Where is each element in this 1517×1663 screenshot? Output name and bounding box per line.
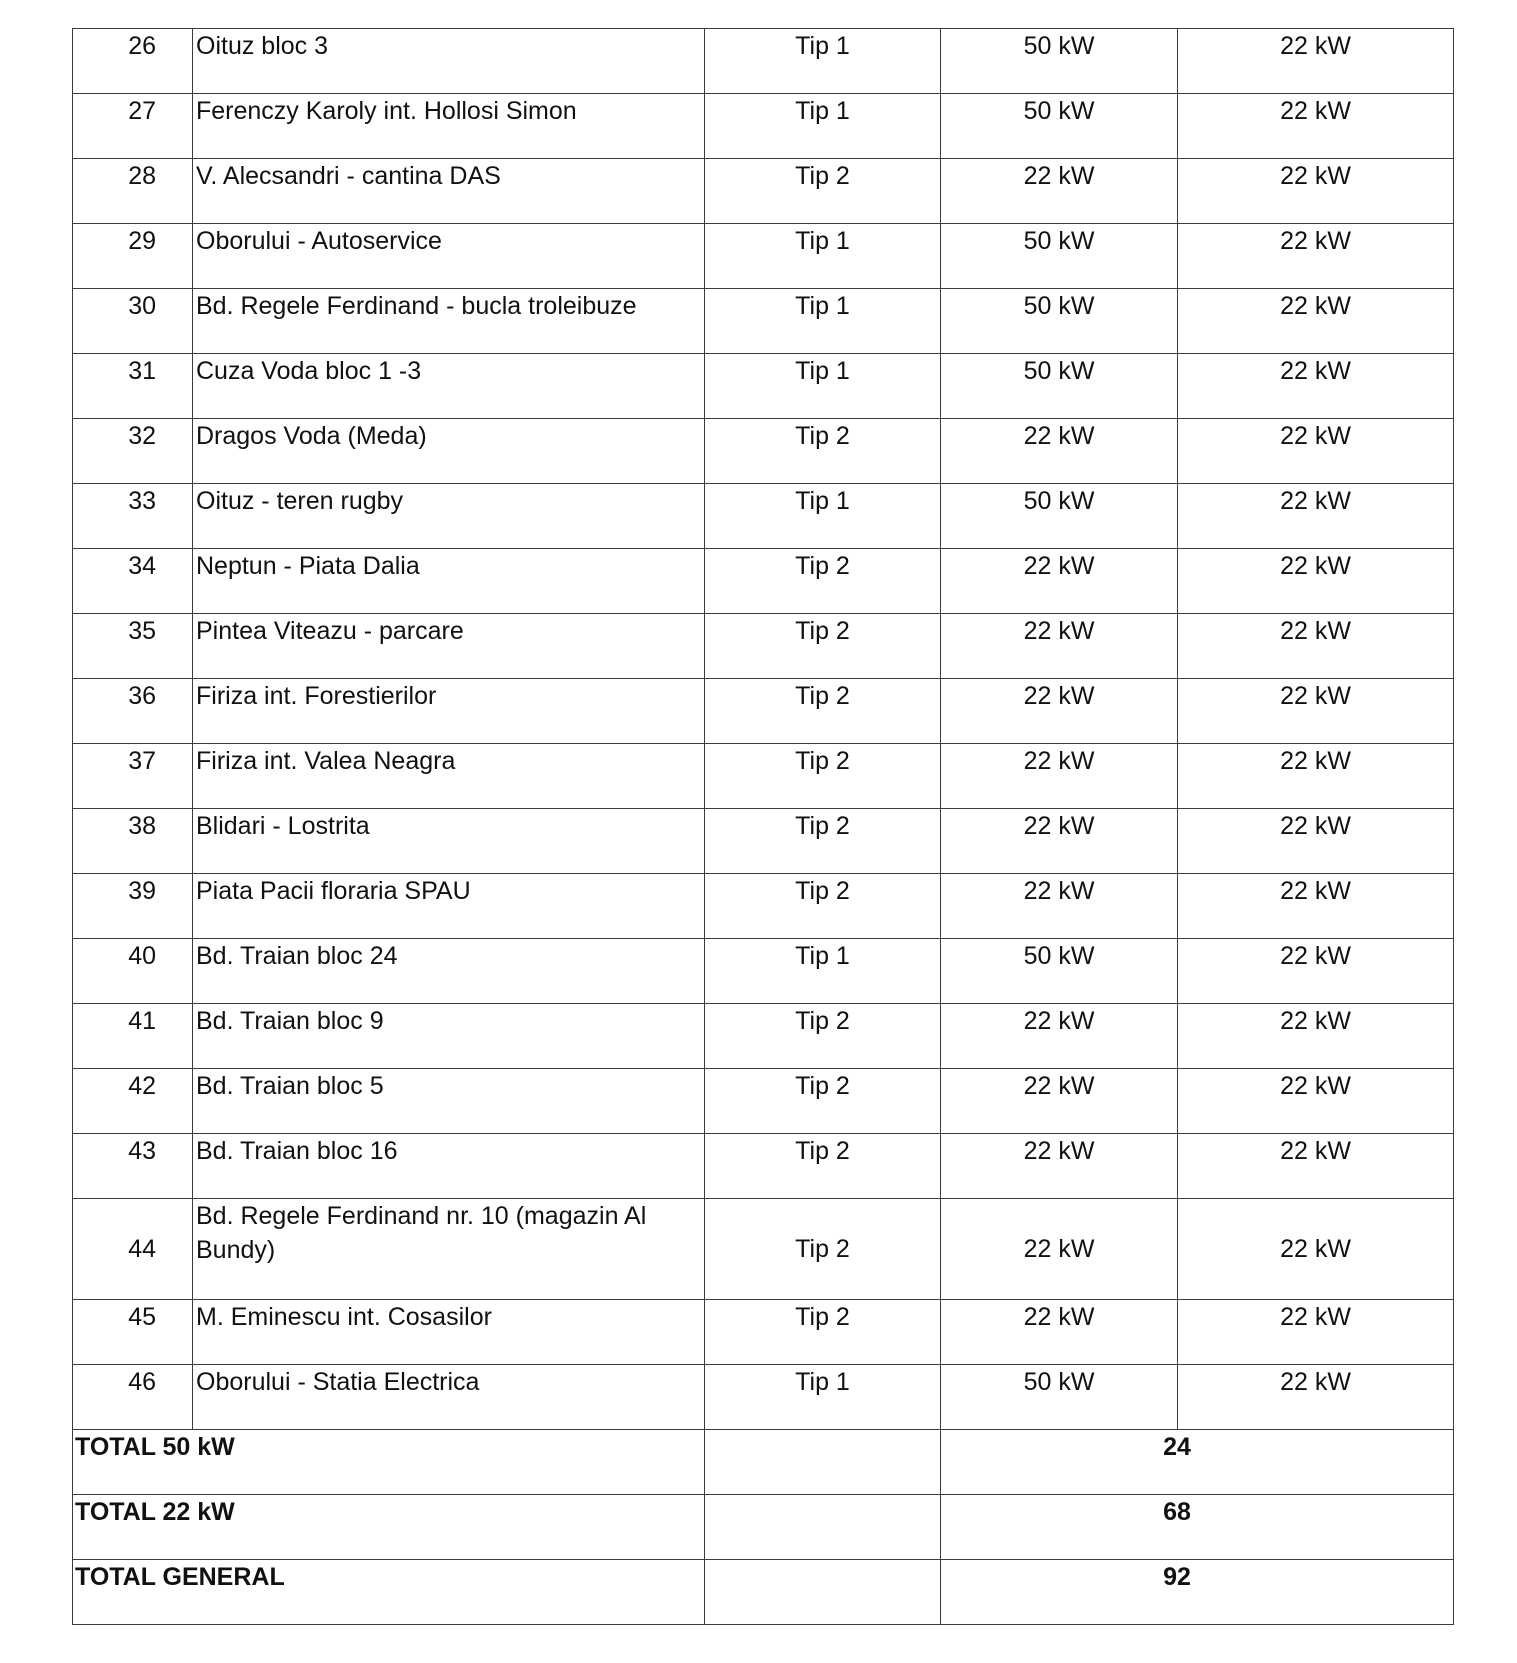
row-number: 46 bbox=[128, 1368, 156, 1396]
power-1-value: 22 kW bbox=[1023, 422, 1095, 450]
station-type: Tip 2 bbox=[795, 422, 850, 450]
power-1-value: 22 kW bbox=[1023, 877, 1095, 905]
station-type-cell bbox=[705, 1300, 941, 1365]
table-row bbox=[73, 1199, 1454, 1300]
total-value-cell bbox=[941, 1560, 1454, 1625]
table-row bbox=[73, 29, 1454, 94]
station-type: Tip 2 bbox=[795, 617, 850, 645]
location-name: M. Eminescu int. Cosasilor bbox=[196, 1303, 492, 1331]
location-cell bbox=[193, 419, 705, 484]
station-type-cell bbox=[705, 1134, 941, 1199]
row-number: 38 bbox=[128, 812, 156, 840]
total-value: 92 bbox=[1163, 1563, 1191, 1591]
power-2-cell bbox=[1178, 159, 1454, 224]
power-1-cell bbox=[941, 289, 1178, 354]
row-number-cell bbox=[73, 94, 193, 159]
power-2-value: 22 kW bbox=[1280, 682, 1351, 710]
row-number-cell bbox=[73, 874, 193, 939]
power-1-cell bbox=[941, 1004, 1178, 1069]
row-number: 34 bbox=[128, 552, 156, 580]
location-cell bbox=[193, 1004, 705, 1069]
power-1-cell bbox=[941, 679, 1178, 744]
power-1-cell bbox=[941, 484, 1178, 549]
location-cell bbox=[193, 679, 705, 744]
power-2-value: 22 kW bbox=[1280, 32, 1351, 60]
charging-stations-table bbox=[72, 28, 1454, 1625]
station-type-cell bbox=[705, 549, 941, 614]
location-name: Blidari - Lostrita bbox=[196, 812, 370, 840]
table-row bbox=[73, 874, 1454, 939]
station-type-cell bbox=[705, 809, 941, 874]
power-1-cell bbox=[941, 744, 1178, 809]
power-2-value: 22 kW bbox=[1280, 812, 1351, 840]
power-2-value: 22 kW bbox=[1280, 877, 1351, 905]
station-type: Tip 1 bbox=[795, 1368, 850, 1396]
power-1-value: 22 kW bbox=[1023, 162, 1095, 190]
total-label: TOTAL 22 kW bbox=[75, 1498, 235, 1526]
location-name: Oborului - Statia Electrica bbox=[196, 1368, 480, 1396]
station-type: Tip 2 bbox=[795, 162, 850, 190]
row-number: 32 bbox=[128, 422, 156, 450]
station-type-cell bbox=[705, 1199, 941, 1300]
location-cell bbox=[193, 289, 705, 354]
power-1-value: 22 kW bbox=[1023, 682, 1095, 710]
power-2-value: 22 kW bbox=[1280, 162, 1351, 190]
power-2-value: 22 kW bbox=[1280, 552, 1351, 580]
station-type: Tip 1 bbox=[795, 32, 850, 60]
power-2-value: 22 kW bbox=[1280, 1303, 1351, 1331]
power-2-value: 22 kW bbox=[1280, 227, 1351, 255]
power-1-cell bbox=[941, 224, 1178, 289]
station-type-cell bbox=[705, 29, 941, 94]
row-number-cell bbox=[73, 809, 193, 874]
location-cell bbox=[193, 354, 705, 419]
power-1-value: 50 kW bbox=[1023, 942, 1095, 970]
station-type: Tip 2 bbox=[795, 877, 850, 905]
location-cell bbox=[193, 94, 705, 159]
table-row bbox=[73, 1300, 1454, 1365]
row-number-cell bbox=[73, 679, 193, 744]
power-2-cell bbox=[1178, 744, 1454, 809]
power-2-cell bbox=[1178, 1134, 1454, 1199]
table-row bbox=[73, 614, 1454, 679]
power-1-cell bbox=[941, 874, 1178, 939]
power-2-cell bbox=[1178, 549, 1454, 614]
total-empty-cell bbox=[705, 1430, 941, 1495]
power-1-value: 22 kW bbox=[1023, 1303, 1095, 1331]
row-number-cell bbox=[73, 1004, 193, 1069]
row-number: 33 bbox=[128, 487, 156, 515]
location-cell bbox=[193, 744, 705, 809]
power-1-cell bbox=[941, 939, 1178, 1004]
row-number-cell bbox=[73, 1199, 193, 1300]
row-number-cell bbox=[73, 939, 193, 1004]
power-2-cell bbox=[1178, 1069, 1454, 1134]
station-type-cell bbox=[705, 679, 941, 744]
total-label-cell bbox=[73, 1560, 705, 1625]
table-row bbox=[73, 94, 1454, 159]
station-type-cell bbox=[705, 1365, 941, 1430]
location-cell bbox=[193, 549, 705, 614]
station-type: Tip 2 bbox=[795, 812, 850, 840]
station-type-cell bbox=[705, 224, 941, 289]
station-type-cell bbox=[705, 744, 941, 809]
power-2-cell bbox=[1178, 484, 1454, 549]
row-number: 27 bbox=[128, 97, 156, 125]
power-1-value: 50 kW bbox=[1023, 357, 1095, 385]
station-type: Tip 1 bbox=[795, 357, 850, 385]
location-name: Firiza int. Valea Neagra bbox=[196, 747, 456, 775]
station-type: Tip 2 bbox=[795, 747, 850, 775]
power-1-value: 50 kW bbox=[1023, 487, 1095, 515]
location-name: Ferenczy Karoly int. Hollosi Simon bbox=[196, 97, 577, 125]
total-value: 68 bbox=[1163, 1498, 1191, 1526]
power-1-cell bbox=[941, 1300, 1178, 1365]
row-number: 42 bbox=[128, 1072, 156, 1100]
station-type: Tip 1 bbox=[795, 97, 850, 125]
total-value-cell bbox=[941, 1495, 1454, 1560]
power-2-cell bbox=[1178, 29, 1454, 94]
location-name: Piata Pacii floraria SPAU bbox=[196, 877, 471, 905]
table-row bbox=[73, 354, 1454, 419]
location-name: Oituz bloc 3 bbox=[196, 32, 329, 60]
location-name: Oborului - Autoservice bbox=[196, 227, 442, 255]
power-2-cell bbox=[1178, 354, 1454, 419]
total-label-cell bbox=[73, 1495, 705, 1560]
power-2-value: 22 kW bbox=[1280, 422, 1351, 450]
station-type-cell bbox=[705, 614, 941, 679]
total-row bbox=[73, 1430, 1454, 1495]
location-name: Neptun - Piata Dalia bbox=[196, 552, 420, 580]
row-number-cell bbox=[73, 614, 193, 679]
power-2-value: 22 kW bbox=[1280, 1368, 1351, 1396]
power-2-value: 22 kW bbox=[1280, 487, 1351, 515]
location-name: Dragos Voda (Meda) bbox=[196, 422, 427, 450]
power-1-value: 50 kW bbox=[1023, 1368, 1095, 1396]
power-2-cell bbox=[1178, 1004, 1454, 1069]
power-1-value: 22 kW bbox=[1023, 617, 1095, 645]
location-name: Bd. Traian bloc 9 bbox=[196, 1007, 384, 1035]
power-1-cell bbox=[941, 1069, 1178, 1134]
location-cell bbox=[193, 1300, 705, 1365]
location-name: Bd. Traian bloc 16 bbox=[196, 1137, 398, 1165]
power-2-cell bbox=[1178, 1365, 1454, 1430]
power-2-cell bbox=[1178, 809, 1454, 874]
row-number: 28 bbox=[128, 162, 156, 190]
row-number-cell bbox=[73, 1300, 193, 1365]
table-row bbox=[73, 939, 1454, 1004]
row-number: 45 bbox=[128, 1303, 156, 1331]
power-2-value: 22 kW bbox=[1280, 617, 1351, 645]
total-empty-cell bbox=[705, 1495, 941, 1560]
power-1-cell bbox=[941, 614, 1178, 679]
row-number-cell bbox=[73, 29, 193, 94]
location-cell bbox=[193, 1134, 705, 1199]
row-number-cell bbox=[73, 549, 193, 614]
location-name: Pintea Viteazu - parcare bbox=[196, 617, 464, 645]
power-1-value: 22 kW bbox=[1023, 1137, 1095, 1165]
station-type: Tip 1 bbox=[795, 942, 850, 970]
location-cell bbox=[193, 1199, 705, 1300]
table-row bbox=[73, 484, 1454, 549]
power-1-value: 22 kW bbox=[1023, 1072, 1095, 1100]
row-number: 40 bbox=[128, 942, 156, 970]
power-1-cell bbox=[941, 94, 1178, 159]
station-type: Tip 2 bbox=[795, 682, 850, 710]
table-row bbox=[73, 224, 1454, 289]
power-1-cell bbox=[941, 1134, 1178, 1199]
location-cell bbox=[193, 874, 705, 939]
station-type: Tip 2 bbox=[795, 1007, 850, 1035]
location-name: Cuza Voda bloc 1 -3 bbox=[196, 357, 422, 385]
location-cell bbox=[193, 29, 705, 94]
power-2-cell bbox=[1178, 874, 1454, 939]
row-number: 31 bbox=[128, 357, 156, 385]
power-2-value: 22 kW bbox=[1280, 1137, 1351, 1165]
row-number-cell bbox=[73, 1069, 193, 1134]
power-1-value: 50 kW bbox=[1023, 292, 1095, 320]
power-2-cell bbox=[1178, 224, 1454, 289]
power-1-value: 50 kW bbox=[1023, 32, 1095, 60]
row-number: 43 bbox=[128, 1137, 156, 1165]
row-number: 37 bbox=[128, 747, 156, 775]
row-number: 26 bbox=[128, 32, 156, 60]
station-type: Tip 2 bbox=[795, 1072, 850, 1100]
row-number: 44 bbox=[128, 1235, 156, 1263]
power-2-cell bbox=[1178, 939, 1454, 1004]
table-row bbox=[73, 744, 1454, 809]
location-name: Firiza int. Forestierilor bbox=[196, 682, 437, 710]
power-2-cell bbox=[1178, 419, 1454, 484]
row-number-cell bbox=[73, 354, 193, 419]
power-2-cell bbox=[1178, 1300, 1454, 1365]
table-row bbox=[73, 159, 1454, 224]
location-name: Bd. Traian bloc 5 bbox=[196, 1072, 384, 1100]
row-number: 41 bbox=[128, 1007, 156, 1035]
power-2-cell bbox=[1178, 94, 1454, 159]
station-type-cell bbox=[705, 419, 941, 484]
station-type-cell bbox=[705, 289, 941, 354]
location-name: Bd. Regele Ferdinand - bucla troleibuze bbox=[196, 292, 637, 320]
power-2-value: 22 kW bbox=[1280, 1007, 1351, 1035]
location-name: Oituz - teren rugby bbox=[196, 487, 404, 515]
total-value: 24 bbox=[1163, 1433, 1191, 1461]
row-number-cell bbox=[73, 484, 193, 549]
location-name: Bd. Regele Ferdinand nr. 10 (magazin Al Bundy) bbox=[196, 1202, 647, 1264]
location-cell bbox=[193, 159, 705, 224]
power-1-cell bbox=[941, 549, 1178, 614]
power-1-value: 22 kW bbox=[1023, 747, 1095, 775]
table-row bbox=[73, 549, 1454, 614]
row-number-cell bbox=[73, 1365, 193, 1430]
totals-body bbox=[73, 1430, 1454, 1625]
total-row bbox=[73, 1560, 1454, 1625]
power-2-value: 22 kW bbox=[1280, 357, 1351, 385]
location-cell bbox=[193, 484, 705, 549]
station-type: Tip 1 bbox=[795, 227, 850, 255]
power-2-value: 22 kW bbox=[1280, 1072, 1351, 1100]
power-1-cell bbox=[941, 809, 1178, 874]
row-number-cell bbox=[73, 419, 193, 484]
table-row bbox=[73, 419, 1454, 484]
table-row bbox=[73, 1134, 1454, 1199]
power-2-value: 22 kW bbox=[1280, 97, 1351, 125]
row-number: 39 bbox=[128, 877, 156, 905]
total-row bbox=[73, 1495, 1454, 1560]
row-number: 35 bbox=[128, 617, 156, 645]
table-row bbox=[73, 289, 1454, 354]
station-type-cell bbox=[705, 484, 941, 549]
location-cell bbox=[193, 939, 705, 1004]
station-type: Tip 2 bbox=[795, 1235, 850, 1263]
table-row bbox=[73, 1069, 1454, 1134]
power-1-value: 22 kW bbox=[1023, 812, 1095, 840]
total-label: TOTAL 50 kW bbox=[75, 1433, 235, 1461]
power-2-value: 22 kW bbox=[1280, 292, 1351, 320]
row-number-cell bbox=[73, 289, 193, 354]
location-cell bbox=[193, 224, 705, 289]
station-type-cell bbox=[705, 1004, 941, 1069]
power-1-value: 22 kW bbox=[1023, 552, 1095, 580]
station-type-cell bbox=[705, 874, 941, 939]
table-row bbox=[73, 1004, 1454, 1069]
station-type: Tip 2 bbox=[795, 1303, 850, 1331]
row-number-cell bbox=[73, 744, 193, 809]
power-2-value: 22 kW bbox=[1280, 942, 1351, 970]
total-value-cell bbox=[941, 1430, 1454, 1495]
row-number: 36 bbox=[128, 682, 156, 710]
location-cell bbox=[193, 1365, 705, 1430]
power-2-value: 22 kW bbox=[1280, 1235, 1351, 1263]
table-row bbox=[73, 1365, 1454, 1430]
power-2-cell bbox=[1178, 614, 1454, 679]
power-1-cell bbox=[941, 1199, 1178, 1300]
power-1-cell bbox=[941, 354, 1178, 419]
row-number-cell bbox=[73, 1134, 193, 1199]
total-label: TOTAL GENERAL bbox=[75, 1563, 285, 1591]
station-type-cell bbox=[705, 939, 941, 1004]
station-type: Tip 2 bbox=[795, 552, 850, 580]
location-name: Bd. Traian bloc 24 bbox=[196, 942, 398, 970]
power-1-value: 22 kW bbox=[1023, 1007, 1095, 1035]
total-label-cell bbox=[73, 1430, 705, 1495]
station-type-cell bbox=[705, 1069, 941, 1134]
station-type-cell bbox=[705, 94, 941, 159]
location-cell bbox=[193, 1069, 705, 1134]
table-row bbox=[73, 679, 1454, 744]
location-name: V. Alecsandri - cantina DAS bbox=[196, 162, 501, 190]
location-cell bbox=[193, 809, 705, 874]
station-type-cell bbox=[705, 354, 941, 419]
row-number-cell bbox=[73, 159, 193, 224]
table-body bbox=[73, 29, 1454, 1430]
power-1-cell bbox=[941, 159, 1178, 224]
total-empty-cell bbox=[705, 1560, 941, 1625]
power-2-cell bbox=[1178, 679, 1454, 744]
power-2-cell bbox=[1178, 1199, 1454, 1300]
power-1-value: 50 kW bbox=[1023, 227, 1095, 255]
power-1-value: 22 kW bbox=[1023, 1235, 1095, 1263]
row-number: 30 bbox=[128, 292, 156, 320]
power-2-cell bbox=[1178, 289, 1454, 354]
power-1-cell bbox=[941, 419, 1178, 484]
station-type: Tip 1 bbox=[795, 487, 850, 515]
station-type: Tip 1 bbox=[795, 292, 850, 320]
row-number: 29 bbox=[128, 227, 156, 255]
power-1-cell bbox=[941, 1365, 1178, 1430]
power-2-value: 22 kW bbox=[1280, 747, 1351, 775]
station-type-cell bbox=[705, 159, 941, 224]
power-1-cell bbox=[941, 29, 1178, 94]
table-row bbox=[73, 809, 1454, 874]
location-cell bbox=[193, 614, 705, 679]
station-type: Tip 2 bbox=[795, 1137, 850, 1165]
power-1-value: 50 kW bbox=[1023, 97, 1095, 125]
row-number-cell bbox=[73, 224, 193, 289]
